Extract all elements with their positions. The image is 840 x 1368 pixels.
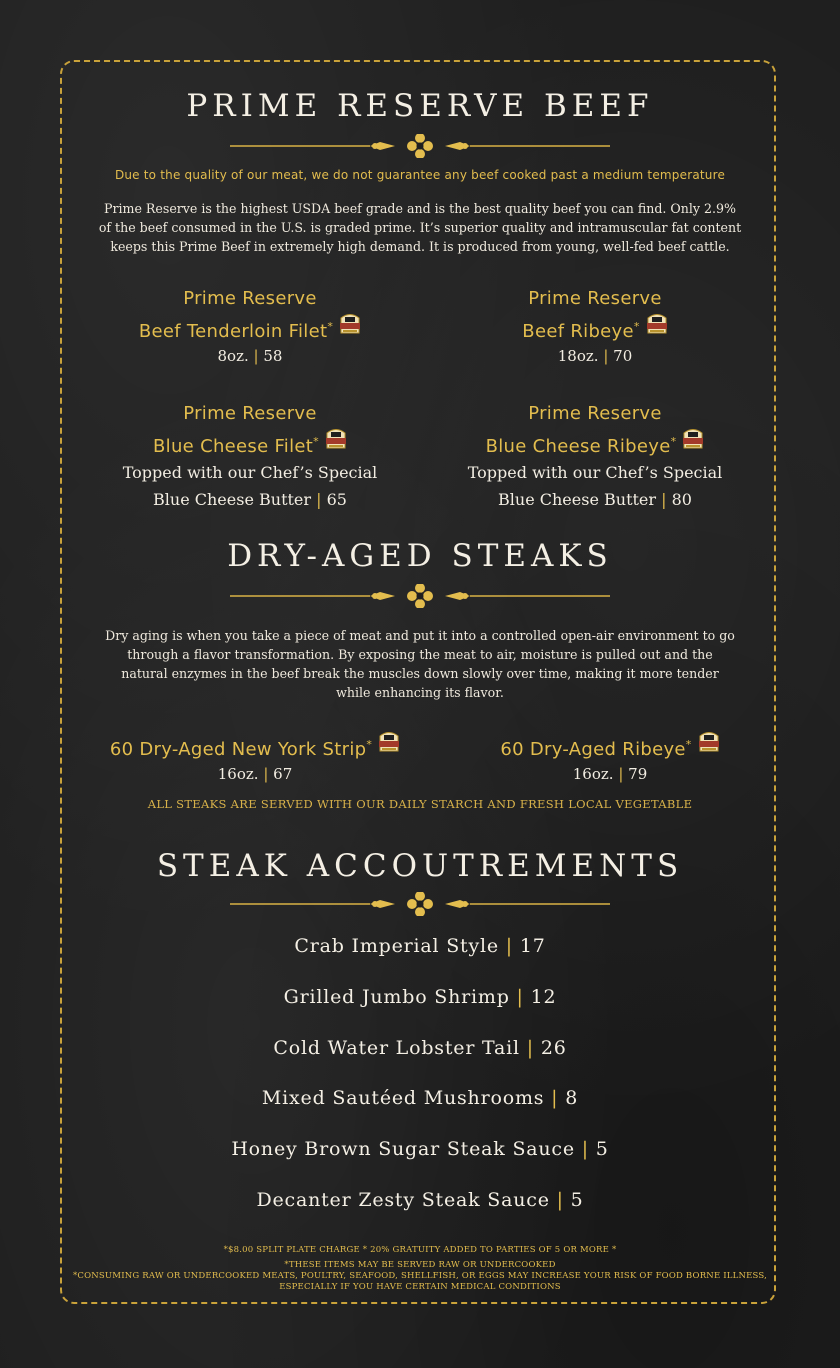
prime-section-header bbox=[0, 88, 840, 124]
raw-warning-asterisk: * bbox=[327, 320, 334, 333]
menu-item-blue-cheese-filet bbox=[90, 401, 410, 513]
dry-description bbox=[0, 626, 840, 702]
item-price: 79 bbox=[628, 765, 648, 783]
footer-line: ESPECIALLY IF YOU HAVE CERTAIN MEDICAL CONDITIONS bbox=[279, 1282, 561, 1292]
item-name: Cold Water Lobster Tail bbox=[273, 1037, 520, 1059]
item-name: Grilled Jumbo Shrimp bbox=[283, 986, 510, 1008]
item-size: 16oz. bbox=[217, 765, 259, 783]
item-price: 67 bbox=[273, 765, 293, 783]
accoutrement-item bbox=[0, 986, 840, 1008]
item-name: 60 Dry-Aged Ribeye bbox=[500, 739, 686, 760]
separator: | bbox=[263, 765, 269, 783]
temperature-notice: Due to the quality of our meat, we do not guarantee any beef cooked past a medium temperature bbox=[114, 168, 726, 182]
item-description: Topped with our Chef’s Special bbox=[122, 463, 378, 482]
item-price: 58 bbox=[263, 347, 283, 365]
item-name-line2: Beef Tenderloin Filet bbox=[138, 321, 328, 342]
separator: | bbox=[556, 1189, 564, 1211]
separator: | bbox=[661, 490, 667, 509]
separator: | bbox=[526, 1037, 534, 1059]
item-name: Decanter Zesty Steak Sauce bbox=[256, 1189, 550, 1211]
certified-angus-beef-icon bbox=[378, 729, 400, 753]
certified-angus-beef-icon bbox=[698, 729, 720, 753]
footer-line: *THESE ITEMS MAY BE SERVED RAW OR UNDERCOOKED bbox=[284, 1260, 556, 1270]
description-line: through a flavor transformation. By exposing the meat to air, moisture is pulled out and the bbox=[127, 647, 713, 662]
accoutrement-item bbox=[0, 1087, 840, 1109]
item-name: Mixed Sautéed Mushrooms bbox=[261, 1087, 545, 1109]
item-price: 12 bbox=[530, 986, 557, 1008]
accoutrement-item bbox=[0, 1138, 840, 1160]
dry-section-header bbox=[0, 538, 840, 574]
item-price: 70 bbox=[613, 347, 633, 365]
separator: | bbox=[253, 347, 259, 365]
raw-warning-asterisk: * bbox=[685, 738, 692, 751]
description-line: Dry aging is when you take a piece of meat and put it into a controlled open-air environment to go bbox=[105, 628, 735, 643]
acc-section-header bbox=[0, 848, 840, 884]
item-name-line1: Prime Reserve bbox=[528, 288, 662, 309]
section-title-dry: DRY-AGED STEAKS bbox=[227, 538, 613, 574]
raw-warning-asterisk: * bbox=[313, 435, 319, 448]
separator: | bbox=[316, 490, 322, 509]
menu-item-beef-ribeye bbox=[450, 286, 740, 368]
item-description: Blue Cheese Butter bbox=[153, 490, 312, 509]
item-price: 8 bbox=[565, 1087, 579, 1109]
separator: | bbox=[516, 986, 524, 1008]
raw-warning-asterisk: * bbox=[670, 435, 677, 448]
description-line: while enhancing its flavor. bbox=[336, 685, 504, 700]
item-size: 18oz. bbox=[557, 347, 599, 365]
description-line: natural enzymes in the beef break the muscles down slowly over time, making it more tender bbox=[121, 666, 719, 681]
certified-angus-beef-icon bbox=[339, 311, 361, 335]
separator: | bbox=[618, 765, 624, 783]
item-name-line1: Prime Reserve bbox=[528, 403, 662, 424]
served-with-note: ALL STEAKS ARE SERVED WITH OUR DAILY STARCH AND FRESH LOCAL VEGETABLE bbox=[147, 797, 693, 811]
item-size: 8oz. bbox=[217, 347, 249, 365]
item-price: 17 bbox=[519, 935, 546, 957]
footer-line: *$8.00 SPLIT PLATE CHARGE * 20% GRATUITY ADDED TO PARTIES OF 5 OR MORE * bbox=[223, 1245, 617, 1255]
separator: | bbox=[603, 347, 609, 365]
raw-warning-asterisk: * bbox=[366, 738, 373, 751]
accoutrement-item bbox=[0, 1037, 840, 1059]
description-line: Prime Reserve is the highest USDA beef grade and is the best quality beef you can find. Only 2.9% bbox=[104, 201, 736, 216]
item-name-line1: Prime Reserve bbox=[183, 403, 317, 424]
item-price: 5 bbox=[595, 1138, 609, 1160]
item-name-line2: Blue Cheese Ribeye bbox=[485, 436, 671, 457]
menu-item-blue-cheese-ribeye bbox=[440, 401, 750, 513]
ornament-divider-icon bbox=[230, 584, 610, 608]
item-name-line2: Blue Cheese Filet bbox=[153, 436, 314, 457]
description-line: of the beef consumed in the U.S. is graded prime. It’s superior quality and intramuscular fat content bbox=[98, 220, 742, 235]
item-name: 60 Dry-Aged New York Strip bbox=[109, 739, 367, 760]
raw-warning-asterisk: * bbox=[633, 320, 640, 333]
footer-line: *CONSUMING RAW OR UNDERCOOKED MEATS, POULTRY, SEAFOOD, SHELLFISH, OR EGGS MAY INCREASE YOUR RISK OF FOOD BORNE ILLNESS, bbox=[72, 1271, 768, 1281]
menu-item-ny-strip bbox=[80, 729, 430, 786]
ornament-divider-icon bbox=[230, 134, 610, 158]
prime-description bbox=[0, 199, 840, 256]
ornament-divider-icon bbox=[230, 892, 610, 916]
item-description: Topped with our Chef’s Special bbox=[467, 463, 723, 482]
accoutrement-item bbox=[0, 1189, 840, 1211]
certified-angus-beef-icon bbox=[682, 426, 704, 450]
section-title-prime: PRIME RESERVE BEEF bbox=[186, 88, 654, 124]
accoutrement-item bbox=[0, 935, 840, 957]
item-name: Crab Imperial Style bbox=[294, 935, 499, 957]
footer-fine-print bbox=[0, 1245, 840, 1293]
separator: | bbox=[551, 1087, 559, 1109]
separator: | bbox=[581, 1138, 589, 1160]
item-size: 16oz. bbox=[572, 765, 614, 783]
section-title-accoutrements: STEAK ACCOUTREMENTS bbox=[156, 848, 684, 884]
item-name-line1: Prime Reserve bbox=[183, 288, 317, 309]
item-price: 80 bbox=[671, 490, 692, 509]
item-name: Honey Brown Sugar Steak Sauce bbox=[231, 1138, 575, 1160]
menu-item-tenderloin-filet bbox=[100, 286, 400, 368]
menu-item-dry-ribeye bbox=[460, 729, 760, 786]
description-line: keeps this Prime Beef in extremely high demand. It is produced from young, well-fed beef cattle. bbox=[110, 239, 730, 254]
item-name-line2: Beef Ribeye bbox=[522, 321, 634, 342]
certified-angus-beef-icon bbox=[646, 311, 668, 335]
item-price: 26 bbox=[540, 1037, 567, 1059]
certified-angus-beef-icon bbox=[325, 426, 347, 450]
item-description: Blue Cheese Butter bbox=[498, 490, 657, 509]
separator: | bbox=[505, 935, 513, 957]
item-price: 65 bbox=[326, 490, 347, 509]
item-price: 5 bbox=[570, 1189, 584, 1211]
